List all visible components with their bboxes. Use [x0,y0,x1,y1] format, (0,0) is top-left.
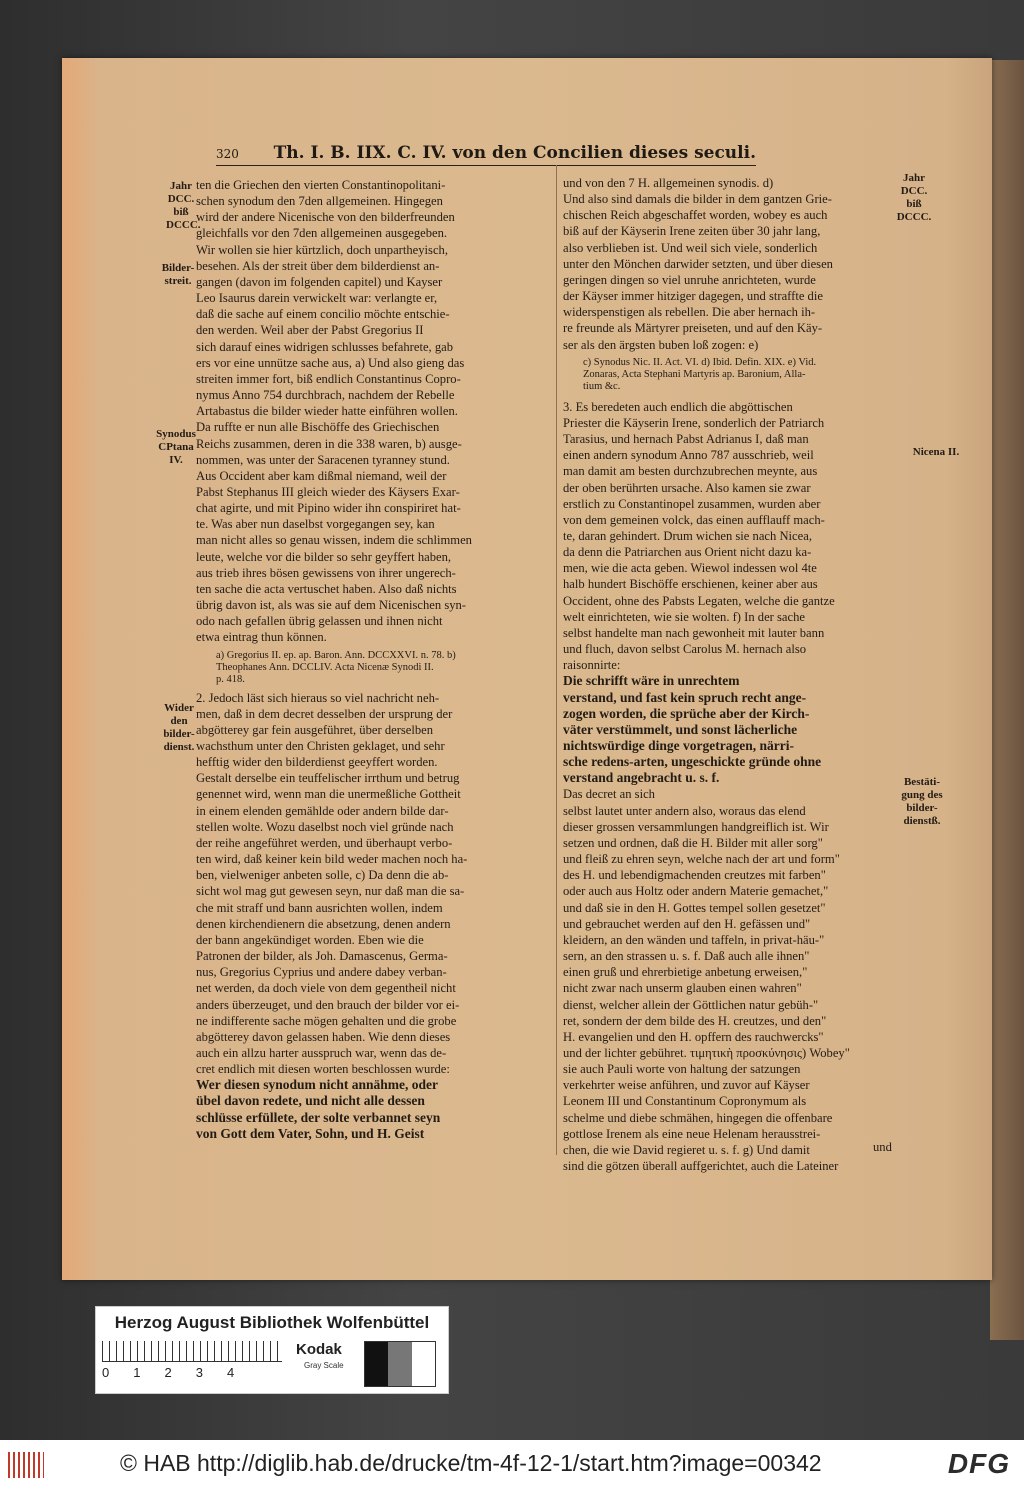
text-line: von dem gemeinen volck, das einen aufflauff mach- [563,512,825,527]
text-line: von Gott dem Vater, Sohn, und H. Geist [196,1125,425,1141]
text-line: des H. und lebendigmachenden creutzes mit farben" [563,868,826,883]
text-line: tium &c. [583,380,621,392]
text-line: stellen wolte. Wozu daselbst noch viel gründe nach [196,819,454,834]
text-line: welt einrichteten, wie sie wolten. f) In der sache [563,609,805,624]
text-line: ten sache die acta vertuschet haben. Also daß nichts [196,581,457,596]
text-line: odo nach gefallen übrig gelassen und ihnen nicht [196,614,443,629]
text-line: abgötterey davon gelassen haben. Wie denn dieses [196,1029,451,1044]
text-line: Wer diesen synodum nicht annähme, oder [196,1077,439,1093]
catchword: und [873,1140,892,1154]
text-line: Wir wollen sie hier kürtzlich, doch unpartheyisch, [196,242,448,257]
text-line: ne indifferente sache mögen gehalten und die grobe [196,1013,457,1028]
book-edge [990,60,1024,1340]
text-line: widerspenstigen als rebellen. Die aber hernach ih- [563,305,816,320]
text-line: schen synodum den 7den allgemeinen. Hingegen [196,194,443,209]
left-bold-text [196,1077,554,1142]
text-line: und gebrauchet werden auf den H. gefässen und" [563,916,811,931]
text-line: einen andern synodum Anno 787 ausschrieb, weil [563,448,814,463]
text-line: nichtswürdige dinge vorgetragen, närri- [563,738,794,753]
text-line: p. 418. [216,673,245,685]
text-line: Theophanes Ann. DCCLIV. Acta Nicenæ Synodi II. [216,661,434,673]
right-paragraph-3 [563,786,893,1174]
text-line: streiten immer fort, biß endlich Constantinus Copro- [196,371,461,386]
text-line: Gestalt derselbe ein teuffelischer irrthum und betrug [196,771,460,786]
library-color-card [95,1306,449,1394]
text-line: schlüsse erfüllete, der solte verbannet seyn [196,1109,441,1125]
text-line: chat agirte, und mit Pipino wider ihn conspiriret hat- [196,501,461,516]
text-line: der oben berührten ursache. Also kamen sie zwar [563,480,811,495]
right-paragraph-1 [563,175,893,353]
text-line: setzen und ordnen, daß die H. Bilder mit aller sorg" [563,835,823,850]
left-paragraph-2 [196,690,554,1078]
text-line: selbst lautet unter andern also, woraus das elend [563,803,806,818]
text-line: ten wird, daß keiner kein bild weder machen noch ha- [196,852,468,867]
margin-note-bestaetigung: Bestäti-gung des bilder-dienstß. [901,776,943,827]
text-line: da denn die Patriarchen aus Orient nicht dazu ka- [563,545,812,560]
dfg-logo: DFG [947,1448,1010,1479]
text-line: der Käyser immer hitziger dagegen, und straffte die [563,289,823,304]
text-line: hefftig wider den bilderdienst geeyffert worden. [196,755,438,770]
text-line: Reichs zusammen, deren in die 338 waren, b) ausge- [196,436,462,451]
text-line: und daß sie in den H. Gottes tempel sollen gesetzet" [563,900,826,915]
text-line: denen kirchendienern die absetzung, denen andern [196,916,451,931]
text-line: H. evangelien und den H. opffern des rauchwercks" [563,1029,824,1044]
text-line: gleichfalls vor den 7den allgemeinen ausgegeben. [196,226,448,241]
copyright-url: © HAB http://diglib.hab.de/drucke/tm-4f-12-1/start.htm?image=00342 [120,1450,822,1476]
ruler-labels [102,1365,302,1380]
left-footnotes [196,650,554,686]
text-line: in einem elenden gemählde oder andern bilde dar- [196,803,449,818]
text-line: men, wie die acta geben. Wiewol indessen wol 4te [563,561,817,576]
text-line: etwa eintrag thun können. [196,630,327,645]
text-line: sie auch Pauli worte von haltung der satzungen [563,1062,801,1077]
text-line: Artabastus die bilder wieder hatte einführen wollen. [196,404,458,419]
text-line: besehen. Als der streit über dem bilderdienst an- [196,258,440,273]
text-line: men, daß in dem decret desselben der ursprung der [196,706,453,721]
text-line: verkehrter weise anführen, und zuvor auf Käyser [563,1078,810,1093]
text-line: chischen Reich abgeschaffet worden, wobey es auch [563,208,828,223]
text-line: re freunde als Märtyrer preiseten, und auf den Käy- [563,321,823,336]
ruler-label: 3 [195,1365,203,1380]
text-line: cret endlich mit diesen worten beschlossen wurde: [196,1062,450,1077]
running-title: Th. I. B. IIX. C. IV. von den Concilien dieses seculi. [273,143,756,163]
text-line: chen, die wie David regieret u. s. f. g) Und damit [563,1142,810,1157]
text-line: Leo Isaurus darein verwickelt war: verlangte er, [196,291,438,306]
text-line: Leonem III und Constantinum Copronymum als [563,1094,807,1109]
text-line: und der lichter gebühret. τιμητικὴ προσκύνησις) Wobey" [563,1045,850,1060]
text-line: Und also sind damals die bilder in dem gantzen Grie- [563,192,832,207]
right-bold-text [563,673,893,786]
text-line: ret, sondern der dem bilde des H. creutzes, und den" [563,1013,827,1028]
text-line: wird der andere Nicenische von den bilderfreunden [196,210,455,225]
text-line: aus trieb ihres bösen gewissens von ihrer ungerech- [196,565,456,580]
text-line: schelme und diebe schmähen, hingegen die offenbare [563,1110,833,1125]
margin-note-nicena: Nicena II. [912,446,960,458]
text-line: den werden. Weil aber der Pabst Gregorius II [196,323,424,338]
margin-note-wider-bilderdienst: Wider den bilder-dienst. [163,702,195,753]
left-paragraph-1 [196,177,554,646]
text-line: Tarasius, und hernach Pabst Adrianus I, daß man [563,432,809,447]
text-line: Aus Occident aber kam dißmal niemand, weil der [196,468,447,483]
kodak-label: Kodak [296,1341,342,1358]
text-line: oder auch aus Holtz oder andern Materie gemachet," [563,884,829,899]
text-line: nymus Anno 754 durchbrach, nachdem der Rebelle [196,388,455,403]
text-line: man nicht alles so genau wissen, indem die schlimmen [196,533,472,548]
ruler-scale [102,1341,282,1362]
text-line: daß die sache auf einem concilio möchte entschie- [196,307,450,322]
text-line: 2. Jedoch läst sich hieraus so viel nachricht neh- [196,690,440,705]
text-line: einen gruß und ehrerbietige anbetung erweisen," [563,965,808,980]
text-line: sich darauf eines widrigen schlusses befahrete, gab [196,339,454,354]
right-column [563,175,893,1174]
text-line: 3. Es beredeten auch endlich die abgöttischen [563,399,793,414]
text-line: ben, vielweniger anbeten solle, c) Da denn die ab- [196,868,449,883]
text-line: kleidern, an den wänden und taffeln, in privat-häu-" [563,932,825,947]
text-line: also verblieben ist. Und weil sich viele, sonderlich [563,240,818,255]
text-line: che mit straff und bann ausrichten wollen, indem [196,900,443,915]
barcode-icon [8,1452,44,1478]
text-line: dieser grossen versammlungen handgreiflich ist. Wir [563,819,829,834]
text-line: verstand angebracht u. s. f. [563,770,720,786]
margin-note-years-left: Jahr DCC. biß DCCC. [166,180,201,231]
text-line: zogen worden, die sprüche aber der Kirch- [563,705,810,721]
text-line: raisonnirte: [563,658,621,673]
text-line: sche redens-arten, ungeschickte gründe ohne [563,754,822,770]
text-line: und fluch, davon selbst Carolus M. hernach also [563,642,807,657]
ruler-label: 0 [102,1365,110,1380]
margin-note-years-right: Jahr DCC. biß DCCC. [896,172,932,223]
text-line: wachsthum unter den Christen geklaget, und sehr [196,739,445,753]
text-line: dienst, welcher allein der Göttlichen natur gebüh-" [563,997,819,1012]
text-line: ers vor eine unnütze sache aus, a) Und also gieng das [196,355,465,370]
right-paragraph-2 [563,399,893,674]
text-line: net werden, da doch viele von dem gegentheil nicht [196,981,456,996]
text-line: selbst handelte man nach gewonheit mit lauter bann [563,625,825,640]
text-line: nus, Gregorius Cyprius und andere dabey verban- [196,965,447,980]
text-line: te. Was aber nun daselbst vorgegangen sey, kan [196,517,435,532]
margin-note-synodus: Synodus CPtana IV. [156,428,196,466]
left-column [196,177,554,1142]
column-divider [556,165,557,1155]
gray-swatches [364,1341,436,1387]
page-number: 320 [216,147,239,161]
text-line: te, daran gehindert. Drum wichen sie nach Nicea, [563,528,812,543]
library-name: Herzog August Bibliothek Wolfenbüttel [114,1313,430,1332]
text-line: und von den 7 H. allgemeinen synodis. d) [563,176,774,190]
text-line: der reihe angeführet werden, und überhaupt verbo- [196,835,453,850]
text-line: geringen dingen so viel unruhe anrichteten, wurde [563,272,816,287]
text-line: Patronen der bilder, als Joh. Damascenus, Germa- [196,949,448,964]
text-line: gangen (davon im folgenden capitel) und Kayser [196,274,443,289]
text-line: gottlose Irenem als eine neue Helenam herausstrei- [563,1126,821,1141]
text-line: nommen, was unter der Saracenen tyranney stund. [196,452,450,467]
text-line: sicht wol mag gut gewesen seyn, nur daß man die sa- [196,884,465,899]
text-line: übrig davon ist, als was sie auf dem Nicenischen syn- [196,598,467,613]
text-line: Das decret an sich [563,787,655,802]
text-line: auch ein allzu harter ausspruch war, wenn das de- [196,1045,447,1060]
text-line: anders überzeuget, und den brauch der bilder vor ei- [196,997,460,1012]
ruler-label: 2 [164,1365,172,1380]
right-footnotes [563,357,893,393]
text-line: ten die Griechen den vierten Constantinopolitani- [196,178,446,192]
text-line: unter den Mönchen darwider setzten, und über diesen [563,256,833,271]
text-line: halb hundert Bischöffe erschienen, keiner aber aus [563,577,818,592]
text-line: Da ruffte er nun alle Bischöffe des Griechischen [196,420,440,435]
text-line: ser als den ärgsten buben loß zogen: e) [563,337,759,352]
text-line: c) Synodus Nic. II. Act. VI. d) Ibid. Defin. XIX. e) Vid. [583,356,817,368]
text-line: erstlich zu Constantinopel zusammen, wurden aber [563,496,821,511]
running-header [216,143,756,166]
text-line: Priester die Käyserin Irene, sonderlich der Patriarch [563,415,825,430]
text-line: a) Gregorius II. ep. ap. Baron. Ann. DCCXXVI. n. 78. b) [216,649,456,661]
text-line: Die schrifft wäre in unrechtem [563,673,740,689]
text-line: abgötterey gar fein ausgeführet, über derselben [196,722,434,737]
ruler-label: 1 [133,1365,141,1380]
text-line: genennet wird, wenn man die unermeßliche Gottheit [196,787,461,802]
margin-note-bilderstreit: Bilder-streit. [161,262,195,287]
text-line: der bann angekündiget worden. Eben wie die [196,932,424,947]
text-line: Occident, ohne des Pabsts Legaten, welche die gantze [563,593,835,608]
text-line: sind die götzen überall auffgerichtet, auch die Lateiner [563,1159,839,1174]
text-line: und fleiß zu ehren seyn, welche nach der art und form" [563,852,840,867]
text-line: Pabst Stephanus III gleich wieder des Käysers Exar- [196,484,460,499]
text-line: man damit am besten durchzubrechen meynte, aus [563,464,818,479]
text-line: väter verstümmelt, und sonst lächerliche [563,721,798,737]
text-line: leute, welche vor die bilder so sehr geyffert haben, [196,549,452,564]
ruler-label: 4 [226,1365,235,1380]
text-line: verstand, und fast kein spruch recht ange- [563,689,807,705]
text-line: übel davon redete, und nicht alle dessen [196,1093,425,1109]
text-line: nicht zwar nach unserm glauben einen wahren" [563,981,802,996]
text-line: Zonaras, Acta Stephani Martyris ap. Baronium, Alla- [583,368,806,380]
text-line: sern, an den strassen u. s. f. Daß auch alle ihnen" [563,949,810,964]
gray-scale-label: Gray Scale [304,1361,344,1370]
footer-bar [0,1440,1024,1489]
text-line: biß auf der Käyserin Irene zeiten über 30 jahr lang, [563,224,821,239]
